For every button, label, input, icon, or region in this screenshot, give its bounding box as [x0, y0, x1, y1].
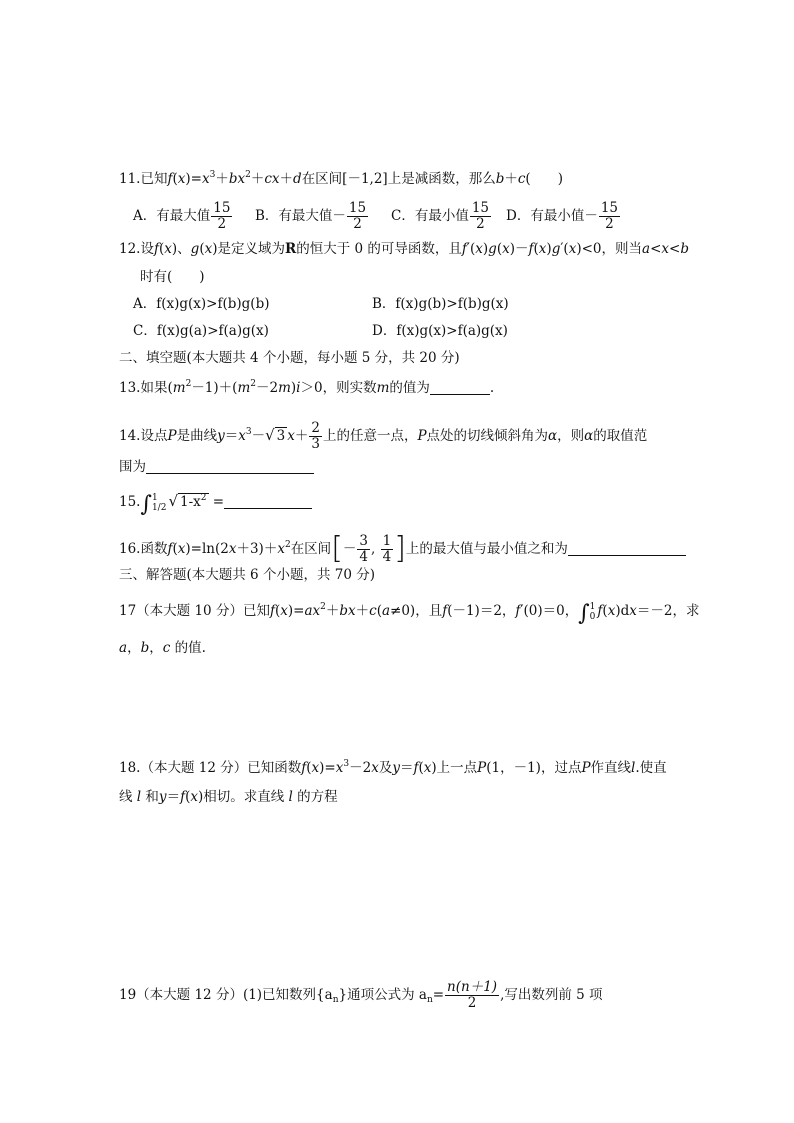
answer-blank[interactable]	[430, 379, 490, 395]
q12-option-b: B．f(x)g(b)>f(b)g(x)	[372, 296, 509, 312]
q12-option-a: A．f(x)g(x)>f(b)g(b)	[133, 296, 270, 312]
q14-stem: 14.设点P是曲线$y=x^3-√$ 3 x＋ $\frac{2}{3}$ 上的任意一点，P点处的切线倾斜角为α，则α的取值范	[119, 420, 648, 452]
answer-blank[interactable]	[568, 540, 686, 556]
fraction: $\frac{15}{2}$	[471, 200, 490, 232]
q17-stem: 17（本大题 10 分）已知$f(x)=ax^2+bx+c(a\ne 0)$，且f(－1)＝2，f′(0)＝0，∫ 1 0 f(x)dx＝－2，求	[119, 601, 700, 626]
integral-limits: 1 0	[589, 601, 596, 622]
section-heading-solve: 三、解答题(本大题共 6 个小题，共 70 分)	[119, 567, 375, 583]
q11-option-b: B．有最大值－ $\frac{15}{2}$	[255, 200, 367, 232]
q16-stem: 16.函数$f(x)=\ln(2x+3)+x^2$在区间[－ $\frac{3}{4}$ , $\frac{1}{4}$ ]上的最大值与最小值之和为	[119, 534, 686, 565]
q14-stem-cont: 围为	[119, 457, 314, 477]
q12-option-d: D．f(x)g(x)>f(a)g(x)	[372, 323, 508, 339]
fraction: $\frac{15}{2}$	[348, 200, 367, 232]
q11-option-c: C．有最小值 $\frac{15}{2}$	[391, 200, 490, 232]
q12-option-c: C．f(x)g(a)>f(a)g(x)	[133, 323, 269, 339]
q11-option-d: D．有最小值－ $\frac{15}{2}$	[506, 200, 619, 232]
q15-stem: 15.∫ 1 1/2 √ $1-x^2$ =	[119, 491, 312, 515]
q11-option-a: A．有最大值 $\frac{15}{2}$	[133, 200, 231, 232]
q18-stem: 18.（本大题 12 分）已知函数$f(x)=x^3-2x$及y＝f(x)上一点P(1，－1)，过点P作直线l.使直	[119, 759, 667, 776]
q13-stem: 13.如果$(m^2-1)+(m^2-2m)i>0$，则实数m的值为 .	[119, 379, 495, 396]
section-heading-fill-in: 二、填空题(本大题共 4 个小题，每小题 5 分，共 20 分)	[119, 350, 460, 366]
fraction: $\frac{1}{4}$	[382, 533, 392, 565]
q11-stem: 11.已知$f(x)=x^3+bx^2+cx+d$在区间[－1,2]上是减函数，那么b＋c( )	[119, 170, 563, 187]
fraction: $\frac{2}{3}$	[311, 420, 320, 452]
q12-stem-cont: 时有( )	[140, 269, 205, 285]
fraction: $\frac{n(n+1)}{2}$	[447, 979, 498, 1011]
q12-stem: 12.设f(x)、g(x)是定义域为R的恒大于 0 的可导函数，且f′(x)g(x)－f(x)g′(x)<0，则当a<x<b	[119, 241, 689, 257]
fraction: $\frac{15}{2}$	[213, 200, 231, 232]
q18-stem-cont: 线 l 和y＝f(x)相切。求直线 l 的方程	[119, 789, 338, 805]
fraction: $\frac{15}{2}$	[600, 200, 619, 232]
answer-blank[interactable]	[146, 458, 314, 474]
q19-stem: 19（本大题 12 分）(1)已知数列$\{a_n\}$通项公式为 $a_n=$ $\frac{n(n+1)}{2}$ ,写出数列前 5 项	[119, 979, 603, 1011]
q17-stem-cont: a，b，c 的值.	[119, 640, 206, 656]
answer-blank[interactable]	[224, 493, 312, 509]
integral-limits: 1 1/2	[151, 492, 167, 513]
fraction: $\frac{3}{4}$	[359, 533, 368, 565]
